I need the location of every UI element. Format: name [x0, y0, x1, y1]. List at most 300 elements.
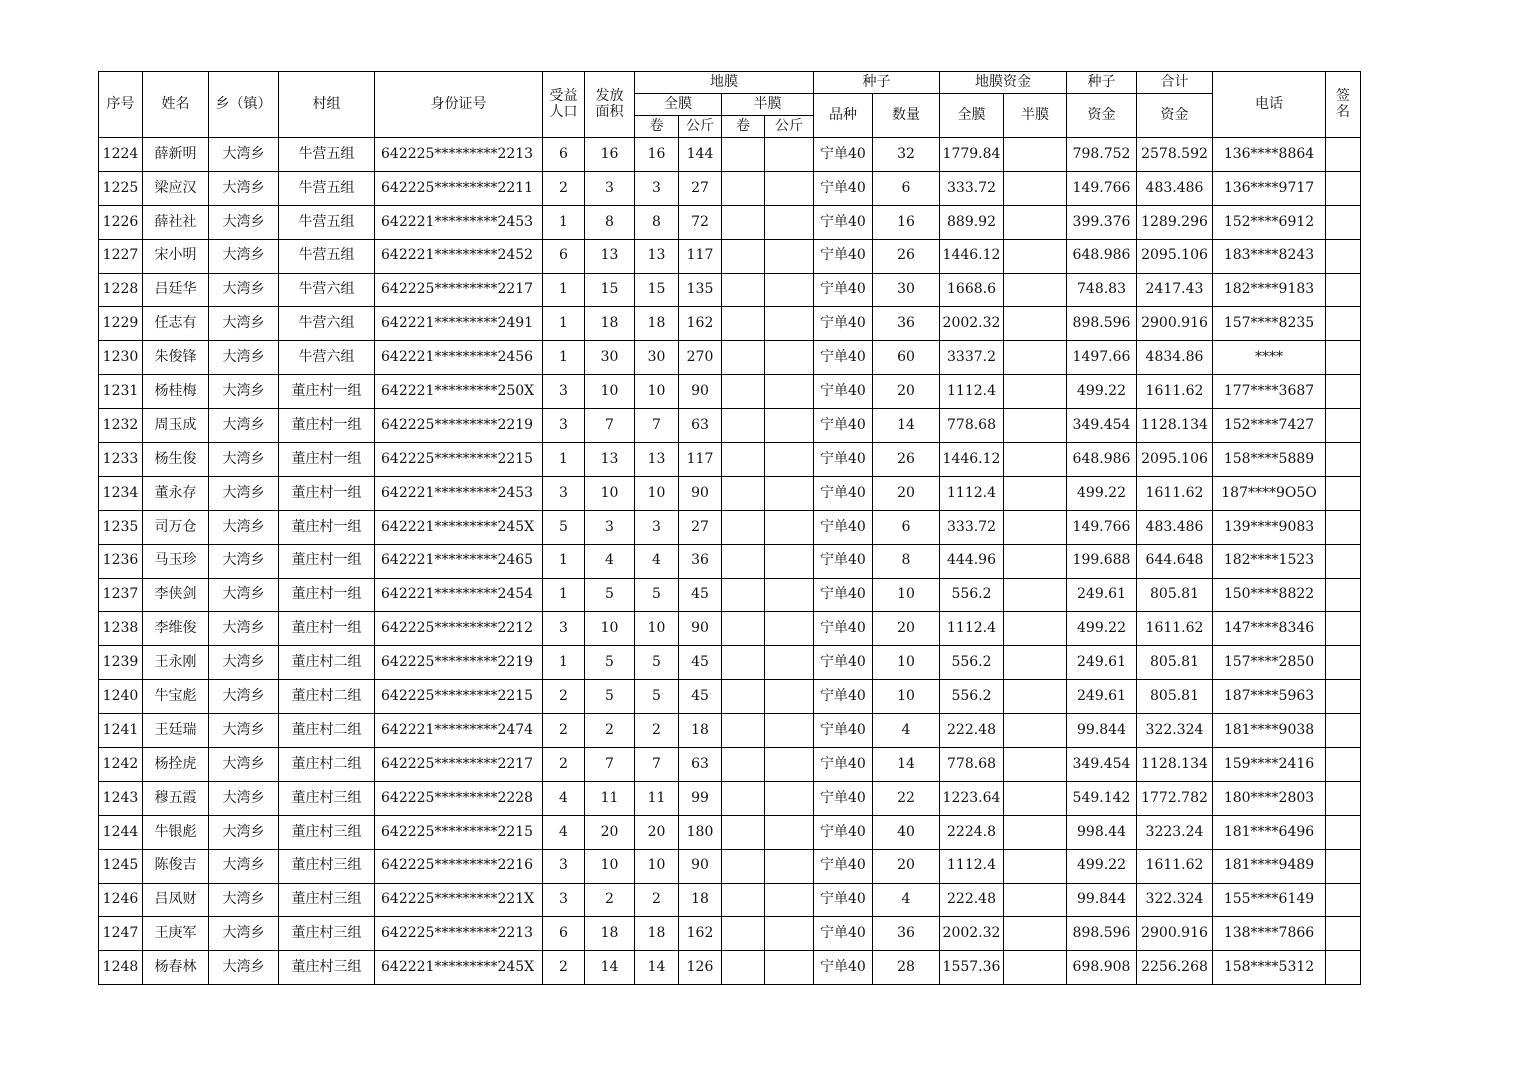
cell-total-fund: 805.81 — [1137, 646, 1213, 680]
header-sign-bottom: 名 — [1336, 103, 1350, 120]
cell-fund-half — [1004, 646, 1067, 680]
cell-signature — [1326, 781, 1361, 815]
cell-half-roll — [722, 409, 765, 443]
header-id-number: 身份证号 — [375, 72, 543, 138]
cell-full-roll: 16 — [635, 138, 679, 172]
cell-area: 10 — [585, 476, 635, 510]
cell-area: 14 — [585, 951, 635, 985]
cell-beneficiaries: 2 — [543, 680, 585, 714]
cell-beneficiaries: 3 — [543, 476, 585, 510]
cell-township: 大湾乡 — [209, 849, 279, 883]
cell-area: 7 — [585, 409, 635, 443]
cell-quantity: 26 — [873, 443, 940, 477]
cell-seq: 1235 — [99, 510, 143, 544]
cell-village: 牛营五组 — [279, 205, 375, 239]
cell-signature — [1326, 476, 1361, 510]
cell-signature — [1326, 544, 1361, 578]
cell-name: 牛银彪 — [143, 815, 209, 849]
cell-full-roll: 4 — [635, 544, 679, 578]
cell-id-number: 642225*********2213 — [375, 917, 543, 951]
cell-variety: 宁单40 — [814, 612, 873, 646]
cell-full-kg: 45 — [679, 680, 722, 714]
cell-fund-half — [1004, 544, 1067, 578]
cell-area: 5 — [585, 578, 635, 612]
cell-quantity: 20 — [873, 849, 940, 883]
cell-full-kg: 144 — [679, 138, 722, 172]
cell-variety: 宁单40 — [814, 205, 873, 239]
cell-signature — [1326, 646, 1361, 680]
cell-seq: 1237 — [99, 578, 143, 612]
cell-fund-full: 2224.8 — [940, 815, 1004, 849]
cell-full-roll: 18 — [635, 917, 679, 951]
cell-signature — [1326, 883, 1361, 917]
table-body — [99, 138, 1361, 985]
cell-village: 董庄村一组 — [279, 476, 375, 510]
cell-fund-full: 1779.84 — [940, 138, 1004, 172]
cell-half-roll — [722, 849, 765, 883]
cell-half-roll — [722, 951, 765, 985]
cell-seed-fund: 249.61 — [1067, 578, 1137, 612]
cell-variety: 宁单40 — [814, 375, 873, 409]
cell-half-kg — [765, 849, 814, 883]
cell-fund-full: 1668.6 — [940, 273, 1004, 307]
cell-variety: 宁单40 — [814, 510, 873, 544]
cell-area: 13 — [585, 443, 635, 477]
cell-full-roll: 10 — [635, 612, 679, 646]
cell-seed-fund: 99.844 — [1067, 714, 1137, 748]
cell-village: 牛营六组 — [279, 341, 375, 375]
cell-phone: 139****9083 — [1213, 510, 1326, 544]
table-row — [99, 883, 1361, 917]
cell-total-fund: 2578.592 — [1137, 138, 1213, 172]
header-film-fund: 地膜资金 — [940, 72, 1067, 94]
header-variety: 品种 — [814, 94, 873, 138]
cell-full-roll: 2 — [635, 883, 679, 917]
cell-seed-fund: 349.454 — [1067, 748, 1137, 782]
cell-half-roll — [722, 138, 765, 172]
cell-half-kg — [765, 951, 814, 985]
cell-full-roll: 5 — [635, 646, 679, 680]
cell-township: 大湾乡 — [209, 443, 279, 477]
cell-beneficiaries: 1 — [543, 273, 585, 307]
cell-seed-fund: 1497.66 — [1067, 341, 1137, 375]
cell-total-fund: 1289.296 — [1137, 205, 1213, 239]
cell-seq: 1247 — [99, 917, 143, 951]
cell-area: 10 — [585, 849, 635, 883]
cell-township: 大湾乡 — [209, 510, 279, 544]
cell-fund-half — [1004, 273, 1067, 307]
cell-area: 10 — [585, 375, 635, 409]
cell-village: 董庄村一组 — [279, 443, 375, 477]
cell-village: 董庄村二组 — [279, 680, 375, 714]
cell-village: 董庄村一组 — [279, 375, 375, 409]
cell-area: 3 — [585, 510, 635, 544]
table-row — [99, 273, 1361, 307]
cell-township: 大湾乡 — [209, 409, 279, 443]
cell-half-kg — [765, 341, 814, 375]
cell-half-roll — [722, 578, 765, 612]
cell-seed-fund: 349.454 — [1067, 409, 1137, 443]
cell-seed-fund: 698.908 — [1067, 951, 1137, 985]
cell-quantity: 6 — [873, 510, 940, 544]
cell-village: 牛营六组 — [279, 307, 375, 341]
cell-phone: 136****9717 — [1213, 171, 1326, 205]
table-row — [99, 375, 1361, 409]
cell-area: 10 — [585, 612, 635, 646]
cell-fund-half — [1004, 138, 1067, 172]
cell-township: 大湾乡 — [209, 748, 279, 782]
cell-total-fund: 644.648 — [1137, 544, 1213, 578]
cell-village: 董庄村三组 — [279, 917, 375, 951]
cell-half-kg — [765, 138, 814, 172]
cell-fund-half — [1004, 781, 1067, 815]
cell-name: 王庚军 — [143, 917, 209, 951]
cell-village: 董庄村一组 — [279, 544, 375, 578]
cell-fund-full: 1112.4 — [940, 375, 1004, 409]
cell-name: 吕廷华 — [143, 273, 209, 307]
table-row — [99, 443, 1361, 477]
cell-name: 任志有 — [143, 307, 209, 341]
cell-phone: 183****8243 — [1213, 239, 1326, 273]
cell-quantity: 32 — [873, 138, 940, 172]
cell-beneficiaries: 2 — [543, 171, 585, 205]
cell-quantity: 4 — [873, 714, 940, 748]
cell-id-number: 642221*********2465 — [375, 544, 543, 578]
cell-half-kg — [765, 714, 814, 748]
cell-name: 杨生俊 — [143, 443, 209, 477]
cell-township: 大湾乡 — [209, 239, 279, 273]
cell-quantity: 22 — [873, 781, 940, 815]
cell-fund-half — [1004, 375, 1067, 409]
cell-total-fund: 2417.43 — [1137, 273, 1213, 307]
cell-id-number: 642225*********2217 — [375, 748, 543, 782]
cell-total-fund: 805.81 — [1137, 578, 1213, 612]
cell-signature — [1326, 849, 1361, 883]
cell-beneficiaries: 6 — [543, 239, 585, 273]
cell-township: 大湾乡 — [209, 612, 279, 646]
cell-fund-full: 444.96 — [940, 544, 1004, 578]
cell-half-kg — [765, 510, 814, 544]
cell-id-number: 642225*********2213 — [375, 138, 543, 172]
cell-phone: 152****7427 — [1213, 409, 1326, 443]
cell-full-kg: 45 — [679, 646, 722, 680]
cell-full-roll: 20 — [635, 815, 679, 849]
cell-half-kg — [765, 612, 814, 646]
cell-seq: 1243 — [99, 781, 143, 815]
cell-half-roll — [722, 612, 765, 646]
cell-variety: 宁单40 — [814, 883, 873, 917]
cell-signature — [1326, 510, 1361, 544]
cell-township: 大湾乡 — [209, 883, 279, 917]
cell-phone: 150****8822 — [1213, 578, 1326, 612]
cell-variety: 宁单40 — [814, 646, 873, 680]
cell-area: 18 — [585, 307, 635, 341]
cell-seed-fund: 499.22 — [1067, 612, 1137, 646]
cell-fund-full: 1112.4 — [940, 612, 1004, 646]
cell-fund-full: 1446.12 — [940, 443, 1004, 477]
cell-seq: 1240 — [99, 680, 143, 714]
cell-name: 司万仓 — [143, 510, 209, 544]
cell-fund-full: 889.92 — [940, 205, 1004, 239]
cell-township: 大湾乡 — [209, 171, 279, 205]
cell-area: 2 — [585, 883, 635, 917]
cell-phone: 157****8235 — [1213, 307, 1326, 341]
cell-phone: 180****2803 — [1213, 781, 1326, 815]
cell-seq: 1226 — [99, 205, 143, 239]
table-row — [99, 307, 1361, 341]
cell-total-fund: 2900.916 — [1137, 307, 1213, 341]
cell-fund-half — [1004, 714, 1067, 748]
cell-village: 董庄村三组 — [279, 883, 375, 917]
table-row — [99, 171, 1361, 205]
cell-beneficiaries: 3 — [543, 849, 585, 883]
cell-township: 大湾乡 — [209, 917, 279, 951]
cell-half-kg — [765, 307, 814, 341]
cell-fund-full: 222.48 — [940, 714, 1004, 748]
cell-fund-full: 1557.36 — [940, 951, 1004, 985]
cell-phone: 181****6496 — [1213, 815, 1326, 849]
cell-seed-fund: 648.986 — [1067, 239, 1137, 273]
cell-seq: 1229 — [99, 307, 143, 341]
cell-id-number: 642225*********2215 — [375, 443, 543, 477]
cell-village: 牛营五组 — [279, 138, 375, 172]
cell-fund-half — [1004, 341, 1067, 375]
cell-signature — [1326, 917, 1361, 951]
cell-seq: 1236 — [99, 544, 143, 578]
cell-phone: 182****1523 — [1213, 544, 1326, 578]
cell-area: 5 — [585, 680, 635, 714]
cell-full-roll: 3 — [635, 171, 679, 205]
header-half-film: 半膜 — [722, 94, 814, 116]
cell-id-number: 642225*********2219 — [375, 646, 543, 680]
cell-beneficiaries: 1 — [543, 544, 585, 578]
cell-phone: 155****6149 — [1213, 883, 1326, 917]
table-row — [99, 849, 1361, 883]
cell-signature — [1326, 951, 1361, 985]
cell-full-kg: 117 — [679, 443, 722, 477]
cell-full-kg: 90 — [679, 849, 722, 883]
cell-quantity: 16 — [873, 205, 940, 239]
cell-fund-full: 3337.2 — [940, 341, 1004, 375]
header-beneficiaries — [543, 72, 585, 138]
header-village: 村组 — [279, 72, 375, 138]
cell-township: 大湾乡 — [209, 307, 279, 341]
cell-fund-full: 1446.12 — [940, 239, 1004, 273]
header-seed: 种子 — [814, 72, 940, 94]
cell-full-roll: 10 — [635, 476, 679, 510]
cell-seed-fund: 499.22 — [1067, 476, 1137, 510]
cell-township: 大湾乡 — [209, 476, 279, 510]
cell-quantity: 14 — [873, 409, 940, 443]
cell-id-number: 642221*********245X — [375, 510, 543, 544]
cell-signature — [1326, 239, 1361, 273]
header-sign-top: 签 — [1336, 88, 1350, 105]
cell-fund-half — [1004, 680, 1067, 714]
cell-beneficiaries: 1 — [543, 646, 585, 680]
cell-full-kg: 36 — [679, 544, 722, 578]
header-phone: 电话 — [1213, 72, 1326, 138]
cell-township: 大湾乡 — [209, 375, 279, 409]
cell-township: 大湾乡 — [209, 815, 279, 849]
cell-phone: 159****2416 — [1213, 748, 1326, 782]
cell-total-fund: 805.81 — [1137, 680, 1213, 714]
cell-village: 董庄村一组 — [279, 612, 375, 646]
cell-village: 牛营六组 — [279, 273, 375, 307]
header-sign — [1326, 72, 1361, 138]
cell-phone: 138****7866 — [1213, 917, 1326, 951]
table-row — [99, 646, 1361, 680]
cell-id-number: 642225*********2219 — [375, 409, 543, 443]
cell-full-roll: 13 — [635, 443, 679, 477]
cell-name: 薛新明 — [143, 138, 209, 172]
cell-township: 大湾乡 — [209, 680, 279, 714]
cell-quantity: 30 — [873, 273, 940, 307]
header-beneficiaries-top: 受益 — [549, 88, 578, 105]
cell-township: 大湾乡 — [209, 714, 279, 748]
cell-name: 李维俊 — [143, 612, 209, 646]
cell-full-kg: 126 — [679, 951, 722, 985]
cell-fund-full: 1223.64 — [940, 781, 1004, 815]
cell-village: 牛营五组 — [279, 171, 375, 205]
cell-beneficiaries: 1 — [543, 341, 585, 375]
cell-full-kg: 90 — [679, 476, 722, 510]
cell-area: 16 — [585, 138, 635, 172]
cell-full-roll: 7 — [635, 409, 679, 443]
cell-half-kg — [765, 375, 814, 409]
cell-variety: 宁单40 — [814, 849, 873, 883]
cell-signature — [1326, 171, 1361, 205]
cell-variety: 宁单40 — [814, 171, 873, 205]
cell-village: 董庄村二组 — [279, 748, 375, 782]
cell-half-kg — [765, 443, 814, 477]
cell-phone: 181****9038 — [1213, 714, 1326, 748]
cell-name: 杨拴虎 — [143, 748, 209, 782]
cell-seed-fund: 998.44 — [1067, 815, 1137, 849]
cell-seq: 1241 — [99, 714, 143, 748]
cell-total-fund: 1611.62 — [1137, 612, 1213, 646]
header-area — [585, 72, 635, 138]
cell-full-roll: 10 — [635, 849, 679, 883]
cell-fund-half — [1004, 815, 1067, 849]
cell-phone: 187****9O5O — [1213, 476, 1326, 510]
cell-seq: 1225 — [99, 171, 143, 205]
cell-half-roll — [722, 443, 765, 477]
cell-variety: 宁单40 — [814, 680, 873, 714]
cell-id-number: 642225*********2217 — [375, 273, 543, 307]
cell-seq: 1228 — [99, 273, 143, 307]
cell-seq: 1245 — [99, 849, 143, 883]
cell-full-kg: 72 — [679, 205, 722, 239]
cell-half-kg — [765, 409, 814, 443]
cell-fund-half — [1004, 476, 1067, 510]
cell-full-roll: 30 — [635, 341, 679, 375]
cell-fund-half — [1004, 917, 1067, 951]
cell-signature — [1326, 205, 1361, 239]
cell-full-roll: 5 — [635, 578, 679, 612]
header-seed-top: 种子 — [1067, 72, 1137, 94]
cell-name: 朱俊锋 — [143, 341, 209, 375]
cell-seq: 1234 — [99, 476, 143, 510]
cell-fund-half — [1004, 409, 1067, 443]
cell-variety: 宁单40 — [814, 781, 873, 815]
cell-fund-half — [1004, 748, 1067, 782]
cell-full-kg: 270 — [679, 341, 722, 375]
cell-half-roll — [722, 680, 765, 714]
cell-signature — [1326, 815, 1361, 849]
cell-half-roll — [722, 307, 765, 341]
cell-township: 大湾乡 — [209, 781, 279, 815]
cell-phone: 152****6912 — [1213, 205, 1326, 239]
cell-half-kg — [765, 476, 814, 510]
cell-total-fund: 483.486 — [1137, 510, 1213, 544]
cell-half-roll — [722, 917, 765, 951]
distribution-table — [98, 71, 1361, 985]
cell-phone: 157****2850 — [1213, 646, 1326, 680]
cell-total-fund: 2095.106 — [1137, 239, 1213, 273]
cell-area: 3 — [585, 171, 635, 205]
cell-full-kg: 180 — [679, 815, 722, 849]
cell-beneficiaries: 2 — [543, 748, 585, 782]
cell-full-roll: 11 — [635, 781, 679, 815]
cell-fund-full: 222.48 — [940, 883, 1004, 917]
cell-area: 18 — [585, 917, 635, 951]
cell-half-roll — [722, 748, 765, 782]
cell-township: 大湾乡 — [209, 646, 279, 680]
cell-signature — [1326, 341, 1361, 375]
cell-id-number: 642221*********2491 — [375, 307, 543, 341]
cell-village: 董庄村三组 — [279, 849, 375, 883]
cell-seed-fund: 199.688 — [1067, 544, 1137, 578]
cell-area: 13 — [585, 239, 635, 273]
cell-half-roll — [722, 781, 765, 815]
cell-township: 大湾乡 — [209, 138, 279, 172]
cell-full-kg: 117 — [679, 239, 722, 273]
cell-fund-half — [1004, 578, 1067, 612]
cell-fund-full: 2002.32 — [940, 917, 1004, 951]
cell-full-kg: 90 — [679, 612, 722, 646]
cell-village: 董庄村一组 — [279, 510, 375, 544]
cell-half-kg — [765, 815, 814, 849]
cell-quantity: 28 — [873, 951, 940, 985]
cell-half-roll — [722, 375, 765, 409]
cell-variety: 宁单40 — [814, 409, 873, 443]
cell-name: 穆五霞 — [143, 781, 209, 815]
cell-fund-full: 1112.4 — [940, 476, 1004, 510]
cell-township: 大湾乡 — [209, 341, 279, 375]
cell-total-fund: 1128.134 — [1137, 409, 1213, 443]
cell-beneficiaries: 3 — [543, 409, 585, 443]
cell-id-number: 642225*********2212 — [375, 612, 543, 646]
cell-beneficiaries: 2 — [543, 951, 585, 985]
cell-phone: 147****8346 — [1213, 612, 1326, 646]
cell-seed-fund: 898.596 — [1067, 307, 1137, 341]
cell-seq: 1231 — [99, 375, 143, 409]
cell-half-roll — [722, 815, 765, 849]
header-seed-fund: 资金 — [1067, 94, 1137, 138]
cell-fund-half — [1004, 307, 1067, 341]
cell-quantity: 20 — [873, 476, 940, 510]
table-header — [99, 72, 1361, 138]
cell-variety: 宁单40 — [814, 307, 873, 341]
cell-beneficiaries: 1 — [543, 443, 585, 477]
table-row — [99, 510, 1361, 544]
cell-fund-half — [1004, 239, 1067, 273]
cell-total-fund: 1611.62 — [1137, 375, 1213, 409]
cell-quantity: 6 — [873, 171, 940, 205]
header-seq: 序号 — [99, 72, 143, 138]
table-row — [99, 205, 1361, 239]
cell-half-kg — [765, 917, 814, 951]
